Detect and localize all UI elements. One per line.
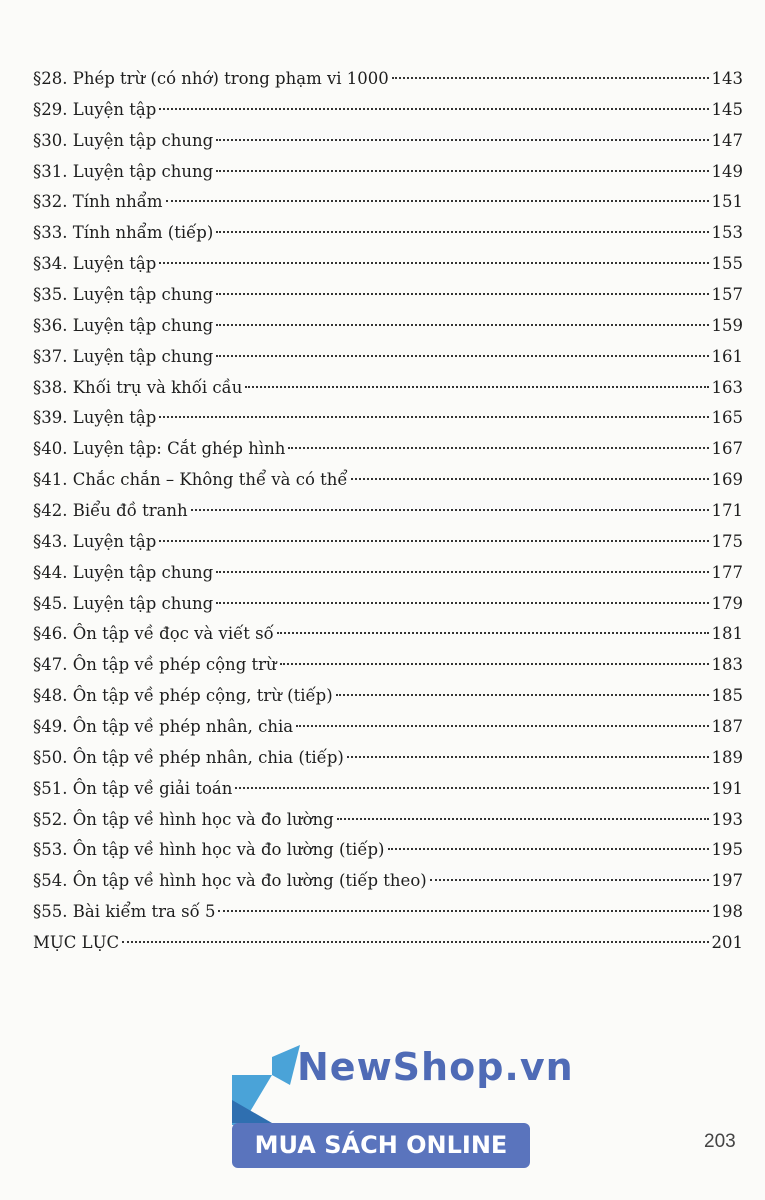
toc-entry-page: 155 xyxy=(711,254,743,274)
dot-leader xyxy=(216,170,708,172)
toc-entry xyxy=(33,95,743,126)
toc-entry-title: §30. Luyện tập chung xyxy=(33,130,214,150)
toc-entry xyxy=(33,434,743,465)
dot-leader xyxy=(336,694,709,696)
toc-entry xyxy=(33,558,743,589)
toc-entry-title: §42. Biểu đồ tranh xyxy=(33,501,188,521)
toc-entry-title: §47. Ôn tập về phép cộng trừ xyxy=(33,655,277,675)
toc-entry-title: §50. Ôn tập về phép nhân, chia (tiếp) xyxy=(33,747,344,767)
dot-leader xyxy=(347,756,709,758)
toc-entry-title: §36. Luyện tập chung xyxy=(33,315,214,335)
dot-leader xyxy=(288,447,708,449)
toc-entry-page: 201 xyxy=(711,933,743,953)
toc-entry xyxy=(33,928,743,959)
toc-entry xyxy=(33,866,743,897)
toc-entry-title: §29. Luyện tập xyxy=(33,99,157,119)
toc-entry xyxy=(33,280,743,311)
toc-entry-page: 161 xyxy=(711,346,743,366)
toc-entry-title: §51. Ôn tập về giải toán xyxy=(33,778,233,798)
dot-leader xyxy=(277,632,709,634)
toc-entry-title: §49. Ôn tập về phép nhân, chia xyxy=(33,717,294,737)
dot-leader xyxy=(218,910,708,912)
dot-leader xyxy=(392,77,709,79)
toc-entry-title: §46. Ôn tập về đọc và viết số xyxy=(33,624,274,644)
dot-leader xyxy=(245,386,708,388)
toc-entry xyxy=(33,218,743,249)
toc-entry-page: 177 xyxy=(711,562,743,582)
toc-entry-page: 187 xyxy=(711,717,743,737)
dot-leader xyxy=(216,602,708,604)
toc-entry-page: 179 xyxy=(711,593,743,613)
dot-leader xyxy=(216,293,708,295)
toc-entry-title: §43. Luyện tập xyxy=(33,531,157,551)
toc-entry-title: §45. Luyện tập chung xyxy=(33,593,214,613)
toc-entry-title: §44. Luyện tập chung xyxy=(33,562,214,582)
toc-entry-page: 153 xyxy=(711,223,743,243)
toc-entry xyxy=(33,712,743,743)
dot-leader xyxy=(159,416,708,418)
dot-leader xyxy=(159,108,708,110)
toc-entry xyxy=(33,681,743,712)
toc-entry-title: MỤC LỤC xyxy=(33,933,120,953)
toc-entry-title: §38. Khối trụ và khối cầu xyxy=(33,377,243,397)
toc-entry-page: 183 xyxy=(711,655,743,675)
toc-entry-page: 165 xyxy=(711,408,743,428)
toc-entry-page: 189 xyxy=(711,747,743,767)
toc-entry-title: §40. Luyện tập: Cắt ghép hình xyxy=(33,439,286,459)
toc-entry-page: 157 xyxy=(711,285,743,305)
toc-entry xyxy=(33,897,743,928)
dot-leader xyxy=(191,509,709,511)
dot-leader xyxy=(216,231,708,233)
toc-entry-title: §34. Luyện tập xyxy=(33,254,157,274)
toc-entry-title: §28. Phép trừ (có nhớ) trong phạm vi 1000 xyxy=(33,69,389,88)
toc-entry xyxy=(33,496,743,527)
dot-leader xyxy=(122,941,708,943)
dot-leader xyxy=(388,848,709,850)
toc-entry xyxy=(33,311,743,342)
toc-entry-page: 145 xyxy=(711,99,743,119)
toc-entry xyxy=(33,589,743,620)
toc-entry-title: §54. Ôn tập về hình học và đo lường (tiếp theo) xyxy=(33,871,427,891)
toc-entry-page: 149 xyxy=(711,161,743,181)
dot-leader xyxy=(166,200,709,202)
toc-entry xyxy=(33,774,743,805)
toc-entry-title: §39. Luyện tập xyxy=(33,408,157,428)
table-of-contents xyxy=(33,64,743,959)
dot-leader xyxy=(159,540,708,542)
toc-entry-page: 151 xyxy=(711,192,743,212)
toc-entry xyxy=(33,619,743,650)
toc-entry xyxy=(33,805,743,836)
dot-leader xyxy=(216,355,708,357)
toc-entry-page: 159 xyxy=(711,315,743,335)
toc-entry xyxy=(33,403,743,434)
toc-entry xyxy=(33,342,743,373)
toc-entry-page: 191 xyxy=(711,778,743,798)
toc-entry xyxy=(33,650,743,681)
toc-entry-page: 181 xyxy=(711,624,743,644)
dot-leader xyxy=(159,262,708,264)
toc-entry-title: §53. Ôn tập về hình học và đo lường (tiếp) xyxy=(33,840,385,860)
toc-entry xyxy=(33,64,743,95)
dot-leader xyxy=(235,787,708,789)
toc-entry xyxy=(33,157,743,188)
brand-name: NewShop.vn xyxy=(297,1045,574,1089)
toc-entry xyxy=(33,187,743,218)
toc-entry xyxy=(33,126,743,157)
toc-entry xyxy=(33,527,743,558)
toc-entry-page: 143 xyxy=(711,69,743,88)
newshop-watermark-logo xyxy=(232,1045,574,1170)
toc-entry xyxy=(33,835,743,866)
toc-entry-title: §48. Ôn tập về phép cộng, trừ (tiếp) xyxy=(33,686,333,706)
toc-entry-page: 171 xyxy=(711,501,743,521)
toc-entry-page: 163 xyxy=(711,377,743,397)
toc-entry-page: 198 xyxy=(711,902,743,922)
dot-leader xyxy=(296,725,708,727)
dot-leader xyxy=(351,478,709,480)
toc-entry-title: §41. Chắc chắn – Không thể và có thể xyxy=(33,470,348,490)
toc-entry-page: 193 xyxy=(711,809,743,829)
toc-entry xyxy=(33,373,743,404)
toc-entry-title: §37. Luyện tập chung xyxy=(33,346,214,366)
toc-entry-title: §52. Ôn tập về hình học và đo lường xyxy=(33,809,334,829)
dot-leader xyxy=(337,818,709,820)
dot-leader xyxy=(430,879,709,881)
toc-entry-page: 195 xyxy=(711,840,743,860)
dot-leader xyxy=(280,663,709,665)
toc-entry xyxy=(33,249,743,280)
dot-leader xyxy=(216,571,708,573)
toc-entry-title: §32. Tính nhẩm xyxy=(33,192,163,212)
toc-entry xyxy=(33,465,743,496)
toc-entry xyxy=(33,743,743,774)
dot-leader xyxy=(216,324,708,326)
page-number: 203 xyxy=(704,1131,736,1152)
toc-entry-page: 169 xyxy=(711,470,743,490)
tagline-banner: MUA SÁCH ONLINE xyxy=(232,1123,530,1168)
toc-entry-page: 175 xyxy=(711,531,743,551)
toc-entry-title: §35. Luyện tập chung xyxy=(33,285,214,305)
toc-entry-page: 167 xyxy=(711,439,743,459)
toc-entry-page: 185 xyxy=(711,686,743,706)
toc-entry-page: 197 xyxy=(711,871,743,891)
toc-entry-title: §55. Bài kiểm tra số 5 xyxy=(33,902,216,922)
dot-leader xyxy=(216,139,708,141)
arrow-icon xyxy=(232,1045,302,1125)
toc-entry-title: §31. Luyện tập chung xyxy=(33,161,214,181)
toc-entry-title: §33. Tính nhẩm (tiếp) xyxy=(33,223,214,243)
toc-entry-page: 147 xyxy=(711,130,743,150)
